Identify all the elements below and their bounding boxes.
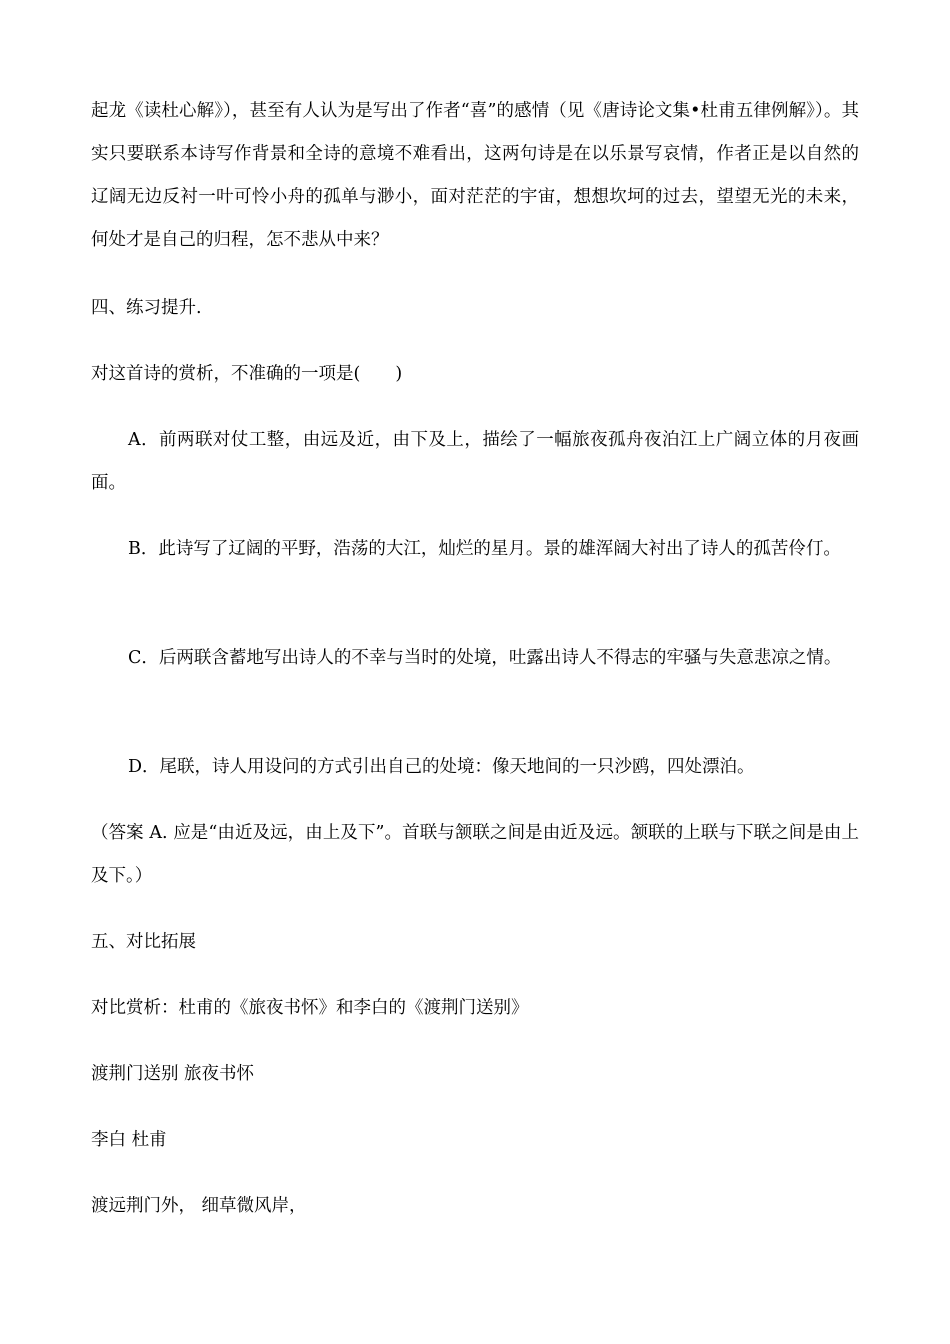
option-a: A．前两联对仗工整，由远及近，由下及上，描绘了一幅旅夜孤舟夜泊江上广阔立体的月夜画面。 (91, 430, 859, 493)
section-heading-practice: 四、练习提升. (91, 298, 202, 318)
poem-authors: 李白 杜甫 (91, 1130, 167, 1150)
poem-first-lines: 渡远荆门外， 细草微风岸， (91, 1196, 307, 1216)
option-d: D．尾联，诗人用设问的方式引出自己的处境：像天地间的一只沙鸥，四处漂泊。 (128, 757, 755, 777)
option-c: C．后两联含蓄地写出诗人的不幸与当时的处境，吐露出诗人不得志的牢骚与失意悲凉之情。 (128, 648, 842, 668)
comparison-intro: 对比赏析：杜甫的《旅夜书怀》和李白的《渡荆门送别》 (91, 998, 529, 1018)
analysis-paragraph: 起龙《读杜心解》），甚至有人认为是写出了作者“喜”的感情（见《唐诗论文集•杜甫五律例解》）。其实只要联系本诗写作背景和全诗的意境不难看出，这两句诗是在以乐景写哀情，作者正是以自然的辽阔无边反衬一叶可怜小舟的孤单与渺小，面对茫茫的宇宙，想想坎坷的过去，望望无光的未来，何处才是自己的归程，怎不悲从中来？ (91, 101, 859, 250)
option-b: B．此诗写了辽阔的平野，浩荡的大江，灿烂的星月。景的雄浑阔大衬出了诗人的孤苦伶仃。 (128, 539, 841, 559)
question-stem: 对这首诗的赏析，不准确的一项是( ) (91, 364, 403, 384)
poem-titles: 渡荆门送别 旅夜书怀 (91, 1064, 255, 1084)
section-heading-comparison: 五、对比拓展 (91, 932, 196, 952)
answer-note: （答案 A. 应是“由近及远，由上及下”。首联与颔联之间是由近及远。颔联的上联与下联之间是由上及下。） (91, 823, 859, 886)
